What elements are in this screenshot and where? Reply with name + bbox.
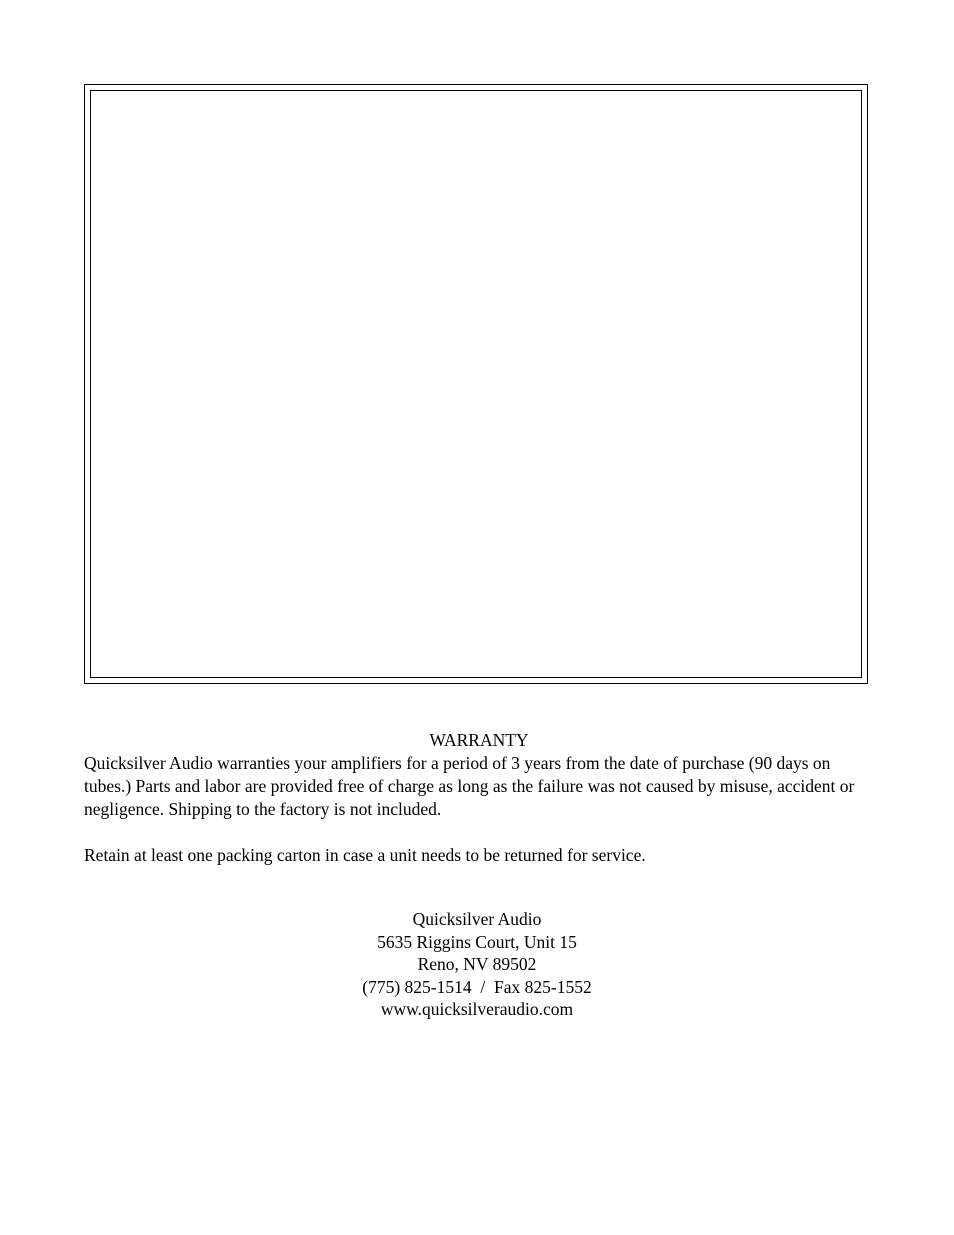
city-state-zip: Reno, NV 89502 <box>417 954 537 974</box>
warranty-section <box>84 729 874 867</box>
phone-fax: (775) 825-1514 / Fax 825-1552 <box>362 976 592 997</box>
company-name: Quicksilver Audio <box>412 909 542 929</box>
street-address: 5635 Riggins Court, Unit 15 <box>377 931 577 952</box>
warranty-title: WARRANTY <box>429 730 529 750</box>
contact-address <box>84 908 870 1021</box>
website: www.quicksilveraudio.com <box>380 999 574 1019</box>
notes-box-outer-frame <box>84 84 868 684</box>
warranty-note: Retain at least one packing carton in case a unit needs to be returned for service. <box>84 845 646 865</box>
notes-box-inner-frame <box>90 90 862 678</box>
warranty-body: Quicksilver Audio warranties your amplifiers for a period of 3 years from the date of purchase (90 days on tubes.) Parts and labor are provided free of charge as long as the failure was not caused by misuse, accident or negligence. Shipping to the factory is not included. <box>84 753 855 819</box>
